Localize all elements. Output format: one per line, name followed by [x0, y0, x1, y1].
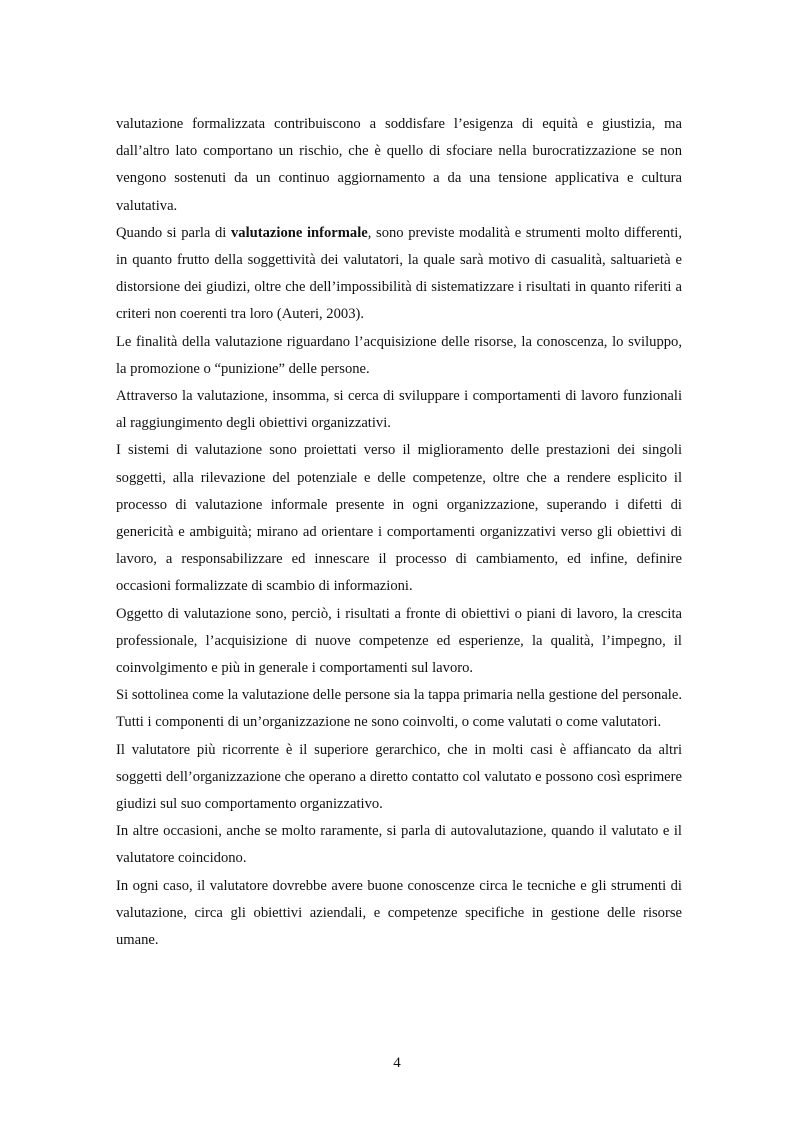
- paragraph: Le finalità della valutazione riguardano l’acquisizione delle risorse, la conoscenza, lo sviluppo, la promozione o “punizione” delle persone.: [116, 333, 682, 377]
- paragraph: Si sottolinea come la valutazione delle persone sia la tappa primaria nella gestione del personale. Tutti i componenti di un’organizzazione ne sono coinvolti, o come valutati o come valutatori.: [116, 687, 682, 731]
- document-body: [116, 111, 682, 954]
- paragraph: [116, 220, 682, 329]
- page-number: 4: [393, 1055, 401, 1071]
- paragraph: valutazione formalizzata contribuiscono a soddisfare l’esigenza di equità e giustizia, ma dall’altro lato comportano un rischio, che è quello di sfociare nella burocratizzazione se non vengono sostenuti da un continuo aggiornamento a da una tensione applicativa e cultura valutativa.: [116, 116, 682, 214]
- paragraph: Oggetto di valutazione sono, perciò, i risultati a fronte di obiettivi o piani di lavoro, la crescita professionale, l’acquisizione di nuove competenze ed esperienze, la qualità, l’impegno, il coinvolgimento e più in generale i comportamenti sul lavoro.: [116, 605, 682, 677]
- paragraph: I sistemi di valutazione sono proiettati verso il miglioramento delle prestazioni dei singoli soggetti, alla rilevazione del potenziale e delle competenze, oltre che a rendere esplicito il processo di valutazione informale presente in ogni organizzazione, superando i difetti di genericità e ambiguità; mirano ad orientare i comportamenti organizzativi verso gli obiettivi di lavoro, a responsabilizzare ed innescare il processo di cambiamento, ed infine, definire occasioni formalizzate di scambio di informazioni.: [116, 442, 682, 595]
- paragraph-text: , sono previste modalità e strumenti molto differenti, in quanto frutto della soggettività dei valutatori, la quale sarà motivo di casualità, saltuarietà e distorsione dei giudizi, oltre che dell’impossibilità di sistematizzare i risultati in quanto riferiti a criteri non coerenti tra loro (Auteri, 2003).: [116, 224, 682, 323]
- paragraph: In altre occasioni, anche se molto raramente, si parla di autovalutazione, quando il valutato e il valutatore coincidono.: [116, 823, 682, 867]
- paragraph: Il valutatore più ricorrente è il superiore gerarchico, che in molti casi è affiancato da altri soggetti dell’organizzazione che operano a diretto contatto col valutato e possono così esprimere giudizi sul suo comportamento organizzativo.: [116, 741, 682, 813]
- paragraph-text: Quando si parla di: [116, 224, 231, 241]
- bold-term: valutazione informale: [230, 224, 368, 241]
- paragraph: Attraverso la valutazione, insomma, si cerca di sviluppare i comportamenti di lavoro funzionali al raggiungimento degli obiettivi organizzativi.: [116, 388, 682, 432]
- paragraph: In ogni caso, il valutatore dovrebbe avere buone conoscenze circa le tecniche e gli strumenti di valutazione, circa gli obiettivi aziendali, e competenze specifiche in gestione delle risorse umane.: [116, 877, 682, 949]
